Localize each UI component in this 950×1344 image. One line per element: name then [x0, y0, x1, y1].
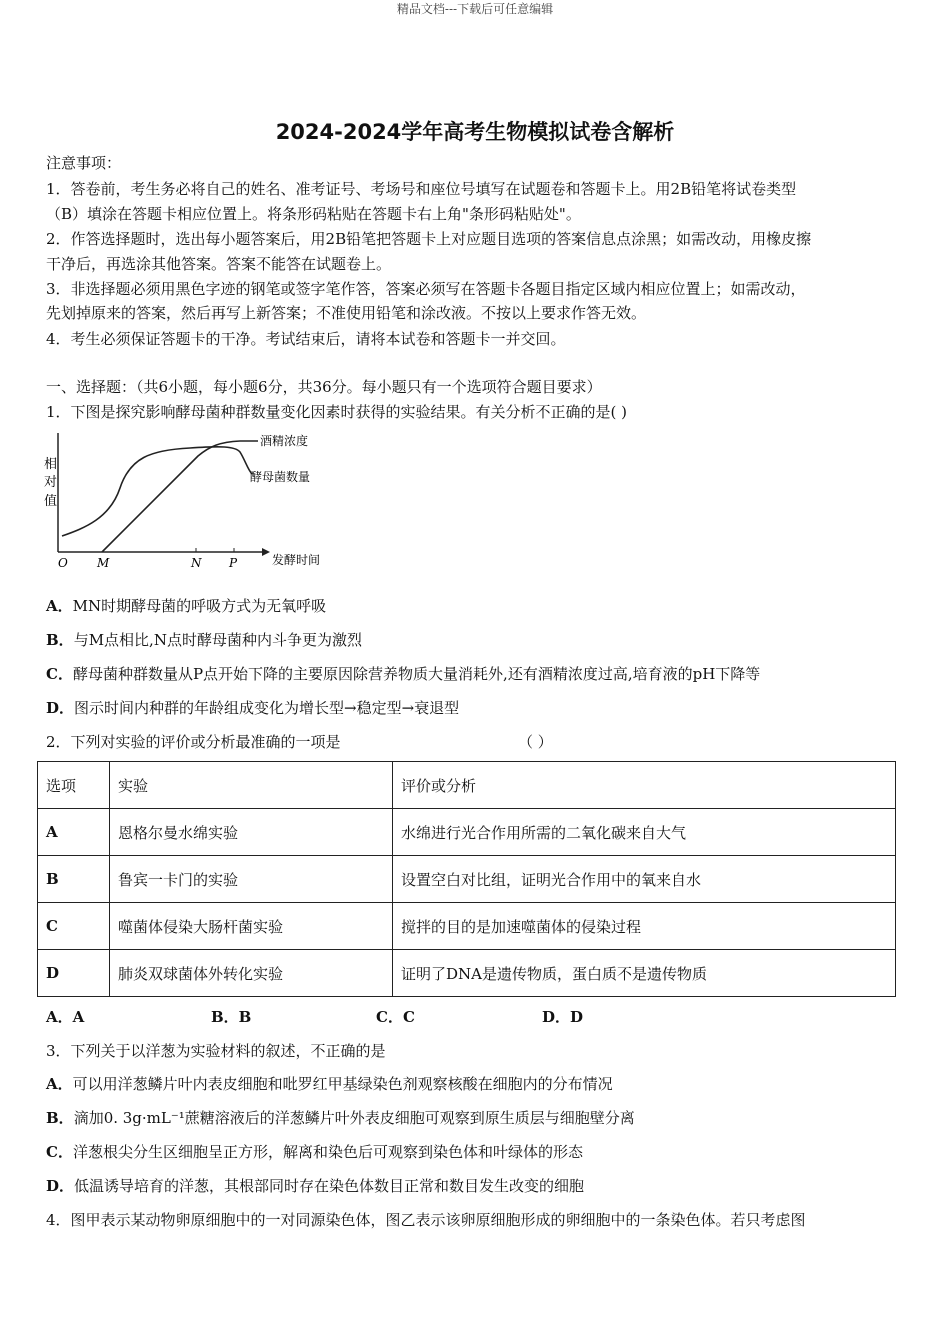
table-cell: 水绵进行光合作用所需的二氧化碳来自大气 — [393, 809, 896, 856]
q1-option-a: A．MN时期酵母菌的呼吸方式为无氧呼吸 — [46, 597, 327, 615]
table-row — [38, 809, 896, 856]
table-header: 评价或分析 — [393, 762, 896, 809]
q2-answer-d: D．D — [542, 1008, 584, 1026]
q3-option-d: D．低温诱导培育的洋葱，其根部同时存在染色体数目正常和数目发生改变的细胞 — [46, 1177, 585, 1195]
notice-line: 2．作答选择题时，选出每小题答案后，用2B铅笔把答题卡上对应题目选项的答案信息点涂黑；如需改动，用橡皮擦 — [46, 230, 812, 248]
tick-O: O — [58, 556, 68, 570]
q1-option-b: B．与M点相比,N点时酵母菌种内斗争更为激烈 — [46, 631, 362, 649]
table-row — [38, 856, 896, 903]
table-cell: 恩格尔曼水绵实验 — [110, 809, 393, 856]
page-title: 2024-2024学年高考生物模拟试卷含解析 — [275, 120, 675, 144]
q3-option-b: B．滴加0. 3g·mL⁻¹蔗糖溶液后的洋葱鳞片叶外表皮细胞可观察到原生质层与细胞壁分离 — [46, 1109, 635, 1127]
q2-answer-c: C．C — [376, 1008, 415, 1026]
tick-P: P — [229, 556, 238, 570]
table-header: 实验 — [110, 762, 393, 809]
table-cell: 鲁宾一卡门的实验 — [110, 856, 393, 903]
x-label: 发酵时间 — [272, 553, 321, 567]
table-cell: 肺炎双球菌体外转化实验 — [110, 950, 393, 997]
q2-answer-b: B．B — [211, 1008, 252, 1026]
table-cell: C — [38, 903, 110, 950]
table-cell: A — [38, 809, 110, 856]
notice-line: （B）填涂在答题卡相应位置上。将条形码粘贴在答题卡右上角"条形码粘贴处"。 — [46, 205, 581, 223]
q4-stem: 4．图甲表示某动物卵原细胞中的一对同源染色体，图乙表示该卵原细胞形成的卵细胞中的一条染色体。若只考虑图 — [46, 1211, 806, 1229]
table-cell: D — [38, 950, 110, 997]
notice-line: 干净后，再选涂其他答案。答案不能答在试题卷上。 — [46, 255, 392, 273]
table-cell: 噬菌体侵染大肠杆菌实验 — [110, 903, 393, 950]
yeast-label: 酵母菌数量 — [250, 470, 311, 484]
notice-line: 3．非选择题必须用黑色字迹的钢笔或签字笔作答，答案必须写在答题卡各题目指定区域内相应位置上；如需改动， — [46, 280, 806, 298]
q2-table — [37, 761, 896, 997]
page-header: 精品文档---下载后可任意编辑 — [396, 2, 554, 16]
q2-paren: （ ） — [518, 733, 553, 751]
y-label: 值 — [44, 494, 58, 509]
q2-stem: 2．下列对实验的评价或分析最准确的一项是 — [46, 733, 341, 751]
notice-line: 1．答卷前，考生务必将自己的姓名、准考证号、考场号和座位号填写在试题卷和答题卡上。用2B铅笔将试卷类型 — [46, 180, 797, 198]
q1-option-c: C．酵母菌种群数量从P点开始下降的主要原因除营养物质大量消耗外,还有酒精浓度过高,培育液的pH下降等 — [46, 665, 761, 683]
table-cell: B — [38, 856, 110, 903]
q1-figure — [40, 428, 340, 578]
table-row — [38, 950, 896, 997]
table-cell: 证明了DNA是遗传物质，蛋白质不是遗传物质 — [393, 950, 896, 997]
q3-stem: 3．下列关于以洋葱为实验材料的叙述，不正确的是 — [46, 1042, 386, 1060]
y-label: 相 — [44, 457, 58, 472]
y-label: 对 — [44, 475, 58, 490]
table-cell: 搅拌的目的是加速噬菌体的侵染过程 — [393, 903, 896, 950]
q1-option-d: D．图示时间内种群的年龄组成变化为增长型→稳定型→衰退型 — [46, 699, 460, 717]
alcohol-label: 酒精浓度 — [260, 434, 309, 448]
q3-option-c: C．洋葱根尖分生区细胞呈正方形，解离和染色后可观察到染色体和叶绿体的形态 — [46, 1143, 583, 1161]
table-header-row — [38, 762, 896, 809]
x-axis-arrow — [262, 548, 270, 556]
alcohol-curve — [102, 441, 258, 552]
notice-line: 4．考生必须保证答题卡的干净。考试结束后，请将本试卷和答题卡一并交回。 — [46, 330, 566, 348]
notice-line: 先划掉原来的答案，然后再写上新答案；不准使用铅笔和涂改液。不按以上要求作答无效。 — [46, 304, 647, 322]
table-cell: 设置空白对比组，证明光合作用中的氧来自水 — [393, 856, 896, 903]
table-header: 选项 — [38, 762, 110, 809]
notice-heading: 注意事项： — [46, 154, 122, 172]
table-row — [38, 903, 896, 950]
section-heading: 一、选择题：（共6小题，每小题6分，共36分。每小题只有一个选项符合题目要求） — [46, 378, 602, 396]
tick-N: N — [191, 556, 202, 570]
tick-M: M — [97, 556, 110, 570]
q3-option-a: A．可以用洋葱鳞片叶内表皮细胞和吡罗红甲基绿染色剂观察核酸在细胞内的分布情况 — [46, 1075, 613, 1093]
q2-answer-a: A．A — [46, 1008, 85, 1026]
q1-stem: 1．下图是探究影响酵母菌种群数量变化因素时获得的实验结果。有关分析不正确的是( ) — [46, 403, 628, 421]
yeast-count-curve — [62, 447, 252, 536]
